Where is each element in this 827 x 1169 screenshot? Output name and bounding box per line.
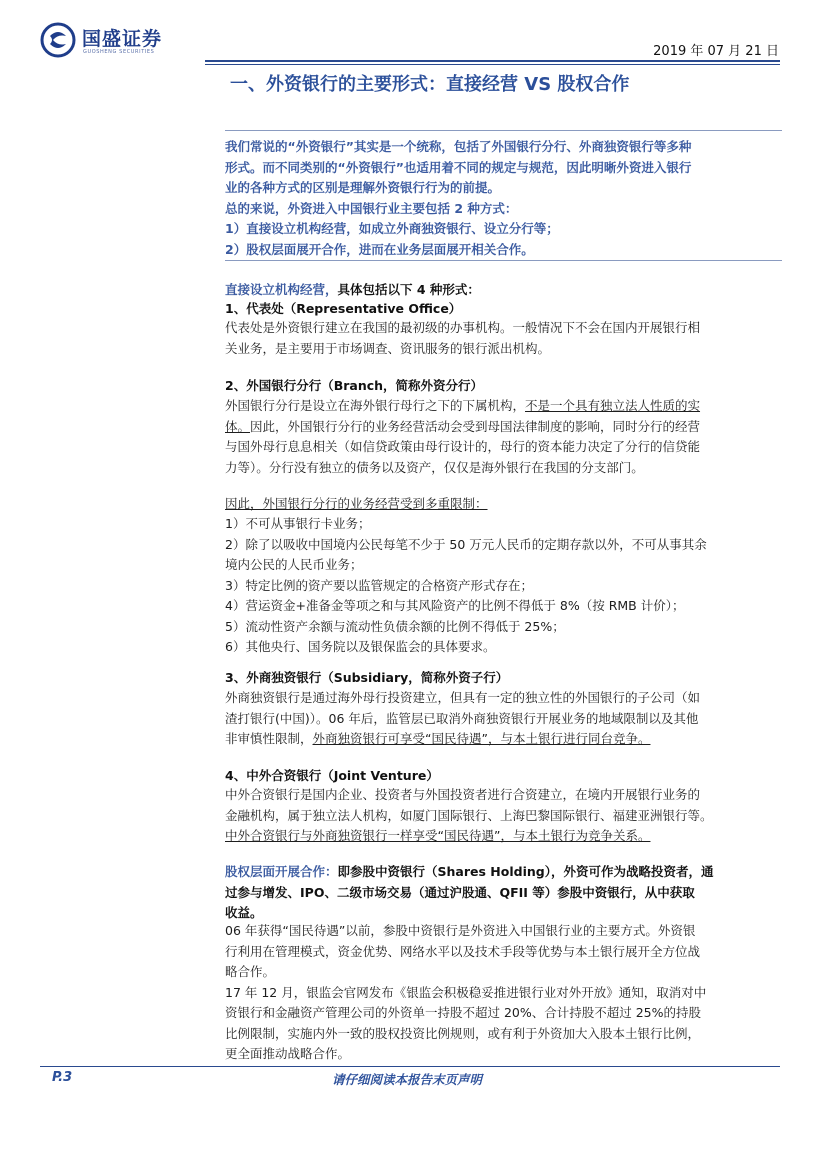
paragraph-line: 中外合资银行与外商独资银行一样享受“国民待遇”，与本土银行为竞争关系。 <box>225 828 651 843</box>
paragraph-line: 外商独资银行是通过海外母行投资建立，但具有一定的独立性的外国银行的子公司（如 <box>225 690 701 705</box>
subsidiary-body <box>225 688 700 750</box>
rep-office-body <box>225 318 700 359</box>
paragraph-line <box>225 396 700 417</box>
branch-limits-list <box>225 514 707 658</box>
paragraph-line: 关业务，是主要用于市场调查、资讯服务的银行派出机构。 <box>225 340 551 356</box>
equity-lead <box>225 862 713 924</box>
equity-lead-text: 即参股中资银行（Shares Holding），外资可作为战略投资者，通 <box>337 864 714 879</box>
list-item: 3）特定比例的资产要以监管规定的合格资产形式存在； <box>225 577 533 593</box>
summary-line: 业的各种方式的区别是理解外资银行行为的前提。 <box>225 180 501 195</box>
list-item: 1）不可从事银行卡业务； <box>225 516 371 531</box>
subsidiary-underlined-text: 外商独资银行可享受“国民待遇”，与本土银行进行同台竞争。 <box>312 731 651 746</box>
brand-logo <box>40 22 190 58</box>
paragraph-line: 行利用在管理模式，资金优势、网络水平以及技术手段等优势与本土银行展开全方位战 <box>225 943 701 959</box>
paragraph-line: 代表处是外资银行建立在我国的最初级的办事机构。一般情况下不会在国内开展银行相 <box>225 320 701 335</box>
paragraph-line <box>225 417 700 438</box>
paragraph-line: 比例限制，实施内外一致的股权投资比例规则，或有利于外资加大入股本土银行比例， <box>225 1025 701 1041</box>
paragraph-line: 过参与增发、IPO、二级市场交易（通过沪股通、QFII 等）参股中资银行，从中获取 <box>225 884 695 900</box>
list-item: 4）营运资金+准备金等项之和与其风险资产的比例不得低于 8%（按 RMB 计价）； <box>225 598 685 613</box>
list-item: 6）其他央行、国务院以及银保监会的具体要求。 <box>225 639 496 654</box>
jv-body <box>225 785 713 847</box>
paragraph-line: 中外合资银行是国内企业、投资者与外国投资者进行合资建立，在境内开展银行业务的 <box>225 787 701 802</box>
paragraph-line: 渣打银行(中国)）。06 年后，监管层已取消外商独资银行开展业务的地域限制以及其他 <box>225 710 699 726</box>
summary-top-divider <box>225 130 782 131</box>
footer-divider <box>40 1066 780 1067</box>
equity-body <box>225 921 706 1065</box>
page-number: P.3 <box>52 1070 73 1085</box>
summary-line: 形式。而不同类别的“外资银行”也适用着不同的规定与规范，因此明晰外资进入银行 <box>225 159 692 175</box>
summary-bottom-divider <box>225 260 782 261</box>
summary-line: 2）股权层面展开合作，进而在业务层面展开相关合作。 <box>225 241 534 257</box>
branch-underlined-text: 体。 <box>225 418 251 434</box>
summary-block <box>225 137 782 260</box>
branch-heading: 2、外国银行分行（Branch，简称外资分行） <box>225 378 484 393</box>
guosheng-logo-icon <box>40 22 76 58</box>
list-item: 2）除了以吸收中国境内公民每笔不少于 50 万元人民币的定期存款以外，不可从事其余 <box>225 536 707 552</box>
paragraph-line: 力等）。分行没有独立的债务以及资产，仅仅是海外银行在我国的分支部门。 <box>225 459 644 475</box>
paragraph-line: 17 年 12 月，银监会官网发布《银监会积极稳妥推进银行业对外开放》通知，取消对中 <box>225 984 707 1000</box>
list-item: 境内公民的人民币业务； <box>225 557 363 572</box>
summary-line: 1）直接设立机构经营，如成立外商独资银行、设立分行等； <box>225 221 559 236</box>
paragraph-line: 收益。 <box>225 905 263 920</box>
list-item: 5）流动性资产余额与流动性负债余额的比例不得低于 25%； <box>225 618 565 634</box>
subsidiary-text: 非审慎性限制， <box>225 731 313 746</box>
brand-name: 国盛证券 <box>82 28 163 50</box>
jv-heading: 4、中外合资银行（Joint Venture） <box>225 768 439 783</box>
direct-lead <box>225 280 480 301</box>
direct-lead-highlight: 直接设立机构经营， <box>225 282 338 297</box>
paragraph-line: 更全面推动战略合作。 <box>225 1046 351 1061</box>
paragraph-line: 06 年获得“国民待遇”以前，参股中资银行是外资进入中国银行业的主要方式。外资银 <box>225 923 696 938</box>
branch-text: 因此，外国银行分行的业务经营活动会受到母国法律制度的影响，同时分行的经营 <box>250 418 701 434</box>
brand-subtitle: GUOSHENG SECURITIES <box>83 49 155 55</box>
summary-line: 总的来说，外资进入中国银行业主要包括 2 种方式： <box>225 200 518 216</box>
paragraph-line <box>225 729 700 750</box>
report-date: 2019 年 07 月 21 日 <box>653 44 779 59</box>
rep-office-heading: 1、代表处（Representative Office） <box>225 301 462 316</box>
direct-lead-text: 具体包括以下 4 种形式： <box>337 282 480 297</box>
branch-limits-title: 因此，外国银行分行的业务经营受到多重限制： <box>225 496 488 511</box>
branch-underlined-text: 不是一个具有独立法人性质的实 <box>525 398 701 413</box>
summary-line: 我们常说的“外资银行”其实是一个统称，包括了外国银行分行、外商独资银行等多种 <box>225 139 692 154</box>
subsidiary-heading: 3、外商独资银行（Subsidiary，简称外资子行） <box>225 670 509 685</box>
branch-body <box>225 396 700 478</box>
paragraph-line <box>225 862 713 883</box>
branch-text: 外国银行分行是设立在海外银行母行之下的下属机构， <box>225 398 526 413</box>
paragraph-line: 金融机构，属于独立法人机构，如厦门国际银行、上海巴黎国际银行、福建亚洲银行等。 <box>225 807 713 823</box>
paragraph-line: 略合作。 <box>225 964 276 979</box>
header-divider <box>205 60 780 62</box>
paragraph-line: 资银行和金融资产管理公司的外资单一持股不超过 20%、合计持股不超过 25%的持股 <box>225 1005 702 1020</box>
footer-disclaimer: 请仔细阅读本报告末页声明 <box>332 1072 483 1087</box>
header-divider-thin <box>205 64 780 65</box>
equity-lead-highlight: 股权层面开展合作： <box>225 864 338 879</box>
paragraph-line: 与国外母行息息相关（如信贷政策由母行设计的，母行的资本能力决定了分行的信贷能 <box>225 439 701 454</box>
section-title: 一、外资银行的主要形式：直接经营 VS 股权合作 <box>230 74 630 95</box>
